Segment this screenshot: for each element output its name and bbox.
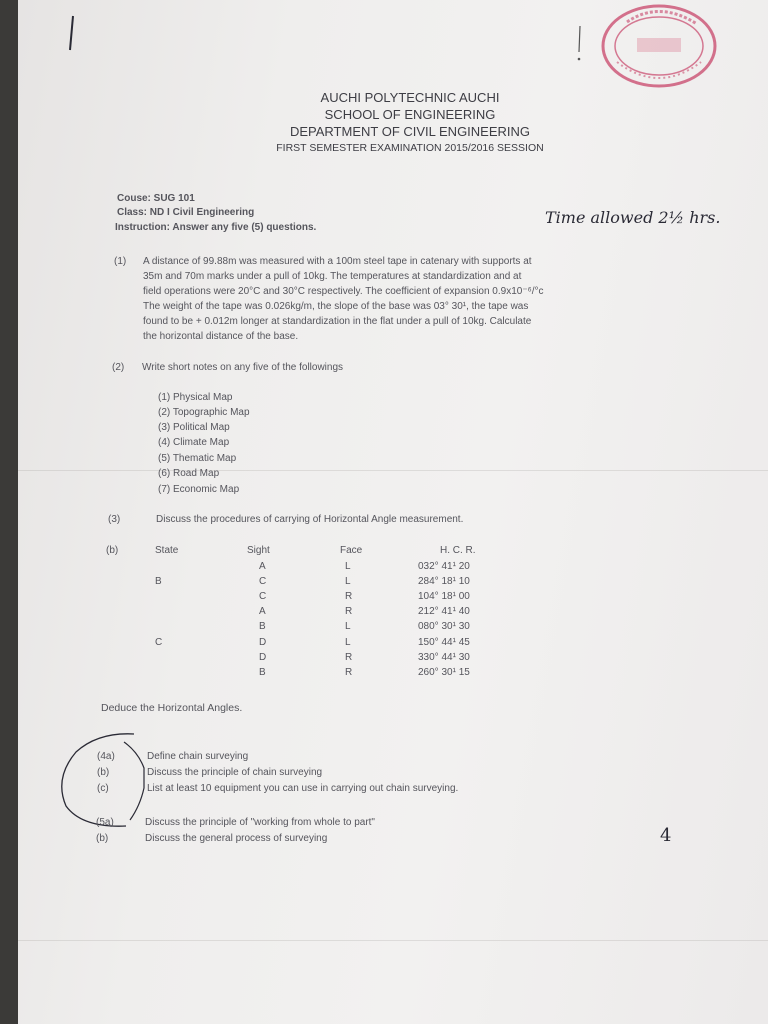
cell-sight: A (259, 561, 266, 572)
q3-number: (3) (108, 514, 121, 525)
cell-face: R (345, 651, 353, 663)
q2-item: (3) Political Map (158, 422, 230, 433)
cell-hcr: 260° 30¹ 15 (418, 666, 470, 678)
paper-fold (18, 470, 768, 471)
col-header-hcr: H. C. R. (440, 545, 476, 556)
q1-line: found to be + 0.012m longer at standardization in the flat under a pull of 10kg. Calculate (143, 316, 532, 327)
q2-item: (1) Physical Map (158, 392, 233, 403)
cell-sight: A (259, 606, 266, 618)
q1-line: 35m and 70m marks under a pull of 10kg. The temperatures at standardization and at (143, 271, 522, 282)
q4a-number: (4a) (97, 751, 115, 762)
cell-hcr: 330° 44¹ 30 (418, 651, 470, 663)
cell-face: L (345, 576, 351, 588)
q5a-text: Discuss the principle of "working from whole to part" (145, 817, 375, 828)
cell-face: R (345, 666, 353, 678)
q2-item: (5) Thematic Map (158, 453, 237, 464)
q5b-text: Discuss the general process of surveying (145, 833, 328, 844)
q2-text: Write short notes on any five of the followings (142, 362, 344, 373)
q2-item: (4) Climate Map (158, 437, 230, 448)
exam-session: FIRST SEMESTER EXAMINATION 2015/2016 SESSION (276, 142, 544, 154)
exclamation-mark (574, 24, 586, 64)
cell-face: L (345, 636, 351, 648)
cell-face: L (345, 621, 351, 633)
cell-state: C (155, 636, 163, 648)
cell-sight: B (259, 621, 266, 633)
pen-stroke-mark (60, 12, 80, 54)
q1-line: field operations were 20°C and 30°C respectively. The coefficient of expansion 0.9x10⁻⁶/°c (143, 286, 544, 297)
q2-item: (6) Road Map (158, 468, 220, 479)
q1-line: A distance of 99.88m was measured with a 100m steel tape in catenary with supports at (143, 256, 532, 267)
q2-item: (2) Topographic Map (158, 407, 250, 418)
instruction: Instruction: Answer any five (5) questions. (115, 222, 317, 233)
cell-hcr: 212° 41¹ 40 (418, 606, 470, 618)
cell-sight: D (259, 636, 267, 648)
q1-line: The weight of the tape was 0.026kg/m, the slope of the base was 03° 30¹, the tape was (143, 301, 529, 312)
cell-hcr: 032° 41¹ 20 (418, 561, 470, 572)
q3b-number: (b) (106, 545, 119, 556)
q1-line: the horizontal distance of the base. (143, 331, 299, 342)
paper-fold (18, 940, 768, 941)
col-header-face: Face (340, 545, 363, 556)
col-header-state: State (155, 545, 179, 556)
q1-number: (1) (114, 256, 127, 267)
stamp-seal (597, 2, 717, 94)
col-header-sight: Sight (247, 545, 270, 556)
q2-item: (7) Economic Map (158, 484, 240, 495)
school-name: AUCHI POLYTECHNIC AUCHI (320, 90, 500, 105)
q2-number: (2) (112, 362, 125, 373)
q4b-text: Discuss the principle of chain surveying (147, 767, 323, 778)
cell-hcr: 104° 18¹ 00 (418, 591, 470, 603)
cell-face: R (345, 591, 353, 603)
cell-sight: C (259, 576, 267, 588)
q4b-number: (b) (97, 767, 110, 778)
q4c-text: List at least 10 equipment you can use in carrying out chain surveying. (147, 783, 459, 794)
q4c-number: (c) (97, 783, 109, 794)
cell-face: L (345, 561, 351, 572)
cell-face: R (345, 606, 353, 618)
q5a-number: (5a) (96, 817, 114, 828)
school-of: SCHOOL OF ENGINEERING (324, 107, 496, 122)
q3-text: Discuss the procedures of carrying of Horizontal Angle measurement. (156, 514, 464, 525)
handwritten-margin-number: 4 (660, 825, 672, 846)
department: DEPARTMENT OF CIVIL ENGINEERING (289, 124, 531, 139)
q4a-text: Define chain surveying (147, 751, 249, 762)
q5b-number: (b) (96, 833, 109, 844)
cell-state: B (155, 576, 162, 588)
cell-hcr: 284° 18¹ 10 (418, 576, 470, 588)
cell-sight: D (259, 651, 267, 663)
cell-sight: C (259, 591, 267, 603)
course-code: Couse: SUG 101 (117, 193, 195, 204)
handwritten-time-note: Time allowed 2½ hrs. (545, 208, 721, 227)
q3-deduce: Deduce the Horizontal Angles. (101, 702, 243, 714)
cell-hcr: 150° 44¹ 45 (418, 636, 470, 648)
class-label: Class: ND I Civil Engineering (117, 207, 255, 218)
cell-sight: B (259, 666, 266, 678)
cell-hcr: 080° 30¹ 30 (418, 621, 470, 633)
